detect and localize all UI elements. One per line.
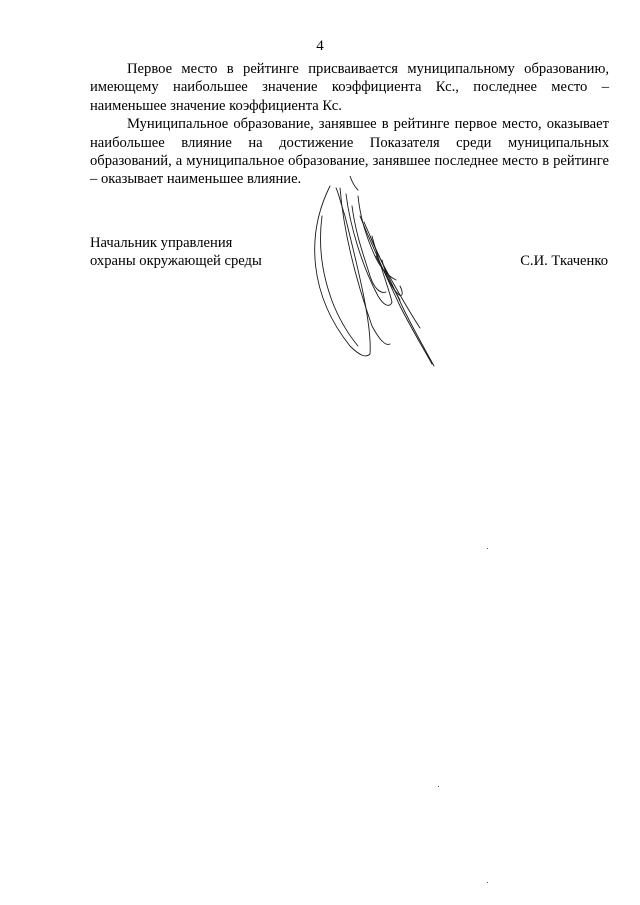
scan-speck: [438, 786, 439, 787]
scan-speck: [487, 882, 488, 883]
signatory-title: [90, 234, 262, 271]
signatory-title-line-2: охраны окружающей среды: [90, 253, 262, 270]
paragraph-rating-influence: Муниципальное образование, занявшее в рейтинге первое место, оказывает наибольшее влияние на достижение Показателя среди муниципальных образований, а муниципальное образование, занявшее последнее место в рейтинге – оказывает наименьшее влияние.: [90, 116, 609, 188]
signatory-title-line-1: Начальник управления: [90, 235, 233, 251]
document-body: [90, 60, 609, 189]
scan-speck: [487, 548, 488, 549]
page-number: 4: [316, 38, 324, 54]
paragraph-rating-rule: Первое место в рейтинге присваивается муниципальному образованию, имеющему наибольшее значение коэффициента Кс., последнее место – наименьшее значение коэффициента Кс.: [90, 61, 609, 114]
signatory-name: С.И. Ткаченко: [520, 253, 608, 269]
handwritten-signature: [300, 176, 450, 376]
